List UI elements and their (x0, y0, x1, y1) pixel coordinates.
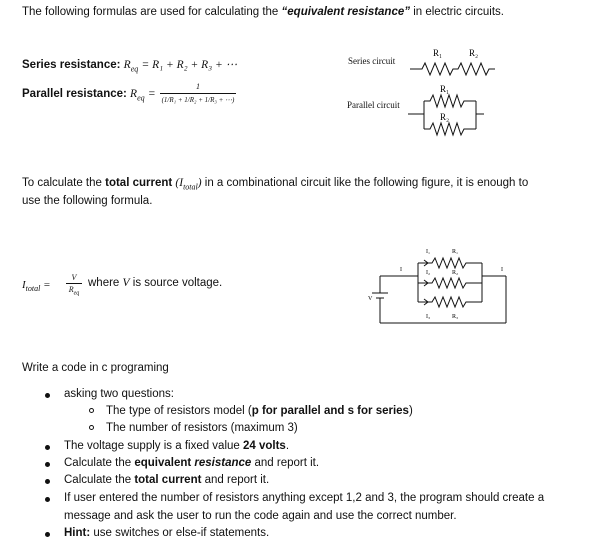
intro-emphasis: “equivalent resistance” (281, 6, 411, 18)
tc-bold: total current (105, 177, 173, 189)
itotal-num: V (66, 273, 82, 284)
combinational-circuit-diagram (364, 240, 524, 330)
series-lhs-r: R (123, 59, 131, 71)
itotal-lhs (22, 279, 51, 293)
big-r3-label: R₃ (452, 314, 459, 320)
parallel-lhs-r: R (130, 88, 138, 100)
itotal-sub: total (25, 284, 41, 294)
big-r1-label: R₁ (452, 249, 459, 255)
where-var: V (122, 277, 130, 289)
itotal-i: I (22, 279, 26, 291)
parallel-r1-label: R₁ (440, 84, 450, 94)
tc-math-i: (I (175, 177, 184, 189)
parallel-formula-label (22, 88, 156, 102)
task-sub-1 (106, 405, 413, 417)
parallel-circuit-diagram (408, 84, 484, 135)
task-bullet-1: asking two questions: (64, 388, 174, 400)
b2-bold: 24 volts (243, 440, 286, 452)
bullet-dot (45, 479, 50, 484)
sub1-after: ) (408, 405, 413, 417)
parallel-fraction (160, 82, 236, 104)
b4-after: and report it. (201, 474, 270, 486)
task-sub-2: The number of resistors (maximum 3) (106, 422, 298, 434)
big-i2-label: I₂ (426, 270, 431, 276)
big-i-left-label: I (400, 267, 402, 273)
b2-after: . (285, 440, 290, 452)
parallel-circuit-label: Parallel circuit (347, 100, 400, 110)
b6-bold: Hint: (64, 527, 91, 539)
tc-before: To calculate the (22, 177, 106, 189)
where-text (88, 277, 222, 289)
b3-before: Calculate the (64, 457, 135, 469)
b4-bold: total current (134, 474, 202, 486)
parallel-eq: = (147, 88, 156, 100)
where-before: where (88, 277, 123, 289)
tc-after: in a combinational circuit like the following figure, it is enough to (201, 177, 529, 189)
big-i1-label: I₁ (426, 249, 431, 255)
big-v-label: V (368, 296, 373, 302)
series-label: Series resistance: (22, 59, 124, 71)
series-circuit-diagram (410, 48, 495, 75)
series-r1-label: R₁ (433, 48, 443, 58)
intro-text (22, 6, 504, 18)
itotal-eq: = (43, 279, 51, 291)
parallel-numerator: 1 (160, 82, 236, 94)
series-lhs (123, 59, 139, 74)
parallel-denominator: (1/R₁ + 1/R₂ + 1/R₃ + ⋯) (161, 96, 235, 104)
tc-math (175, 177, 202, 192)
parallel-label: Parallel resistance: (22, 88, 131, 100)
parallel-lhs (130, 88, 145, 103)
big-i3-label: I₃ (426, 314, 431, 320)
task-bullet-5-line2: message and ask the user to run the code again and use the correct number. (64, 510, 457, 522)
tc-math-end: ) (197, 177, 202, 189)
task-bullet-5-line1: If user entered the number of resistors anything except 1,2 and 3, the program should create a (64, 492, 545, 504)
sub1-before: The type of resistors model ( (106, 405, 252, 417)
b3-after: and report it. (251, 457, 320, 469)
bullet-dot (45, 445, 50, 450)
task-bullet-2 (64, 440, 289, 452)
tc-math-sub: total (183, 182, 198, 192)
sub-bullet-circle (89, 408, 94, 413)
sub1-bold: p for parallel and s for series (251, 405, 409, 417)
total-current-line2: use the following formula. (22, 195, 153, 207)
parallel-lhs-sub: eq (137, 93, 145, 103)
bullet-dot (45, 393, 50, 398)
task-heading: Write a code in c programing (22, 362, 169, 374)
b2-before: The voltage supply is a fixed value (64, 440, 243, 452)
series-rhs: = R₁ + R₂ + R₃ + ⋯ (141, 59, 238, 71)
intro-before: The following formulas are used for calculating the (22, 6, 282, 18)
task-bullet-3 (64, 457, 319, 469)
task-bullet-4 (64, 474, 269, 486)
itotal-den: R (68, 285, 74, 294)
parallel-r2-label: R₂ (440, 112, 450, 122)
small-circuit-diagrams (400, 44, 510, 138)
b6-after: use switches or else-if statements. (90, 527, 270, 539)
b3-bold: equivalent (134, 457, 195, 469)
series-lhs-sub: eq (130, 64, 139, 74)
intro-after: in electric circuits. (410, 6, 504, 18)
bullet-dot (45, 497, 50, 502)
b4-before: Calculate the (64, 474, 135, 486)
b3-bolditalic: resistance (194, 457, 252, 469)
itotal-fraction (66, 273, 82, 297)
total-current-line1 (22, 177, 528, 191)
where-after: is source voltage. (129, 277, 223, 289)
big-i-right-label: I (501, 267, 503, 273)
bullet-dot (45, 462, 50, 467)
bullet-dot (45, 532, 50, 537)
series-r2-label: R₂ (469, 48, 479, 58)
sub-bullet-circle (89, 425, 94, 430)
task-bullet-6 (64, 527, 269, 539)
big-r2-label: R₂ (452, 270, 459, 276)
itotal-den-sub: eq (73, 290, 80, 297)
series-circuit-label: Series circuit (348, 56, 396, 66)
series-formula (22, 57, 237, 73)
